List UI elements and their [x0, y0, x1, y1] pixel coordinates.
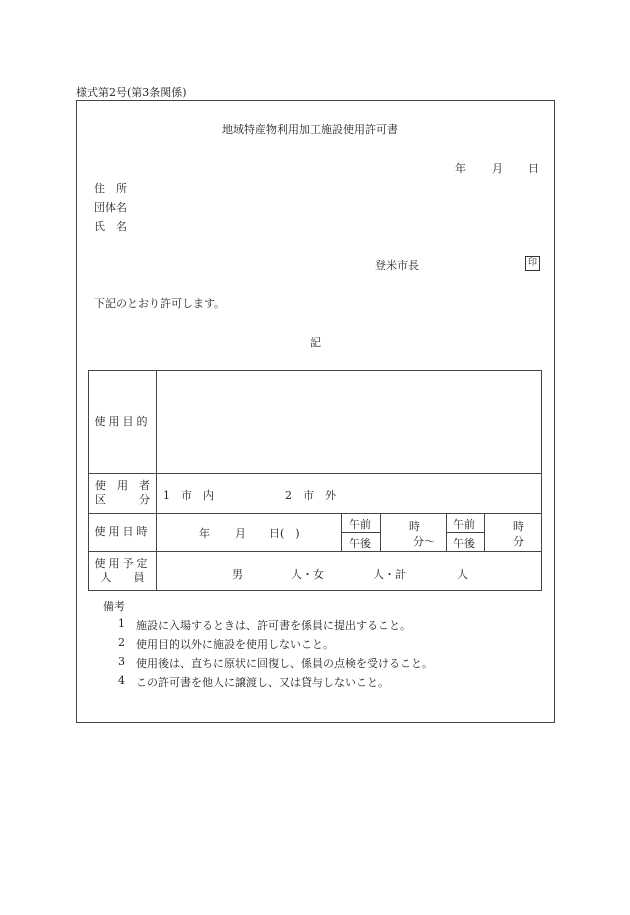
- note-text: この許可書を他人に譲渡し、又は貸与しないこと。: [136, 676, 389, 689]
- datetime-label: [89, 513, 156, 551]
- note-number: 1: [118, 617, 125, 630]
- name-label: 氏 名: [94, 220, 127, 233]
- people-female: 人・女: [291, 568, 324, 581]
- date-month: 月: [492, 162, 503, 175]
- user-category-label-line2: 区 分: [95, 493, 150, 506]
- am-pm-divider: [446, 532, 484, 533]
- category-city-outside: 2 市 外: [285, 489, 336, 502]
- cell-divider: [380, 513, 381, 551]
- cell-divider: [484, 513, 485, 551]
- ki-heading: 記: [310, 336, 321, 349]
- end-minute: 分: [513, 535, 524, 548]
- note-number: 3: [118, 655, 125, 668]
- start-minute: 分〜: [413, 535, 435, 548]
- issuer-title: 登米市長: [375, 259, 419, 272]
- permission-statement: 下記のとおり許可します。: [94, 297, 226, 310]
- people-label: [89, 551, 156, 590]
- datetime-label-text: 使用日時: [94, 525, 151, 538]
- note-text: 施設に入場するときは、許可書を係員に提出すること。: [136, 619, 411, 632]
- user-category-label: [89, 473, 156, 513]
- notes-heading: 備考: [103, 600, 125, 613]
- use-date-day: 日( ): [269, 527, 300, 540]
- note-text: 使用後は、直ちに原状に回復し、係員の点検を受けること。: [136, 657, 433, 670]
- usage-table: [88, 370, 542, 591]
- note-number: 2: [118, 636, 125, 649]
- people-unit: 人: [457, 568, 468, 581]
- purpose-label-text: 使用目的: [94, 415, 151, 428]
- category-city-inside: 1 市 内: [163, 489, 214, 502]
- note-number: 4: [118, 674, 125, 687]
- end-am: 午前: [453, 518, 475, 531]
- am-pm-divider: [341, 532, 380, 533]
- start-hour: 時: [409, 520, 420, 533]
- people-label-line2: 人 員: [100, 570, 145, 584]
- document-title: 地域特産物利用加工施設使用許可書: [222, 123, 398, 136]
- user-category-label-line1: 使 用 者: [95, 479, 150, 492]
- start-pm: 午後: [349, 537, 371, 550]
- label-column-divider: [156, 371, 157, 590]
- group-label: 団体名: [94, 201, 127, 214]
- date-day: 日: [528, 162, 539, 175]
- date-year: 年: [455, 162, 466, 175]
- seal-stamp: 印: [525, 256, 540, 271]
- end-hour: 時: [513, 520, 524, 533]
- note-text: 使用目的以外に施設を使用しないこと。: [136, 638, 334, 651]
- purpose-label: [89, 371, 156, 473]
- end-pm: 午後: [453, 537, 475, 550]
- use-date-year: 年: [199, 527, 210, 540]
- use-date-month: 月: [235, 527, 246, 540]
- start-am: 午前: [349, 518, 371, 531]
- address-label: 住 所: [94, 182, 127, 195]
- people-male: 男: [232, 568, 243, 581]
- form-number: 様式第2号(第3条関係): [76, 86, 187, 99]
- people-label-line1: 使用予定: [94, 556, 151, 570]
- people-total: 人・計: [373, 568, 406, 581]
